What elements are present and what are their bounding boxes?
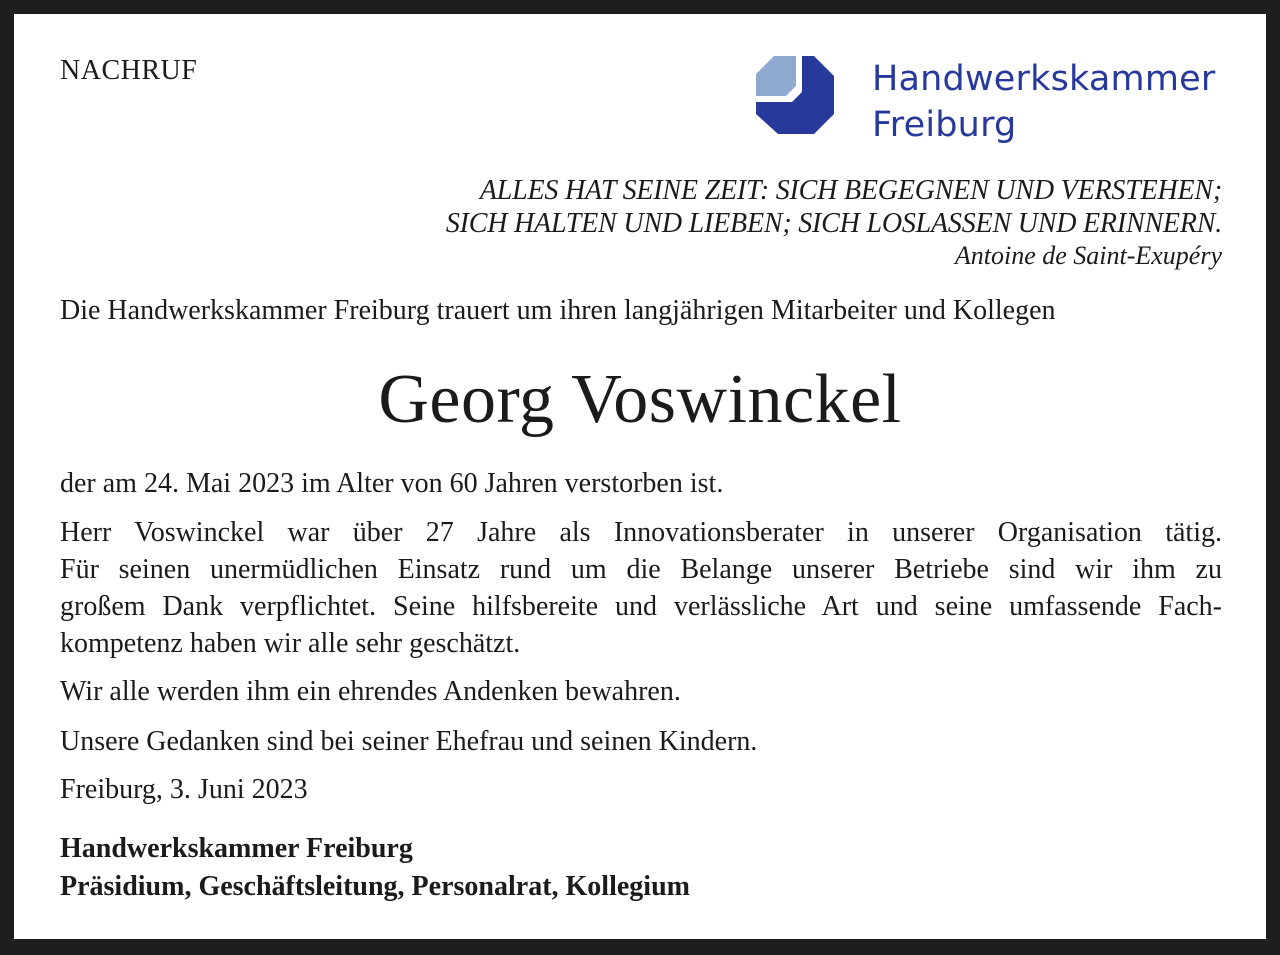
chamber-logo-wordmark bbox=[872, 56, 1215, 148]
quote-block bbox=[446, 174, 1222, 271]
intro-text: Die Handwerkskammer Freiburg trauert um ihren langjährigen Mitarbeiter und Kollegen bbox=[60, 295, 1056, 326]
tribute-paragraph bbox=[60, 514, 1222, 662]
chamber-logo bbox=[756, 56, 1226, 146]
tribute-line: großem Dank verpflichtet. Seine hilfsbereite und verlässliche Art und seine umfassende Fach- bbox=[60, 591, 1222, 622]
logo-line-2: Freiburg bbox=[872, 105, 1017, 145]
thoughts-text: Unsere Gedanken sind bei seiner Ehefrau und seinen Kindern. bbox=[60, 726, 758, 757]
quote-line-2: SICH HALTEN UND LIEBEN; SICH LOSLASSEN UND ERINNERN. bbox=[445, 208, 1222, 239]
quote-author: Antoine de Saint-Exupéry bbox=[954, 241, 1222, 270]
deceased-name: Georg Voswinckel bbox=[378, 361, 902, 438]
tribute-line: kompetenz haben wir alle sehr geschätzt. bbox=[60, 628, 521, 659]
signature-org: Handwerkskammer Freiburg bbox=[60, 833, 413, 864]
place-date: Freiburg, 3. Juni 2023 bbox=[60, 774, 308, 805]
tribute-line: Für seinen unermüdlichen Einsatz rund um die Belange unserer Betriebe sind wir ihm zu bbox=[60, 554, 1222, 585]
signature-block bbox=[60, 830, 690, 906]
tribute-line: Herr Voswinckel war über 27 Jahre als Innovationsberater in unserer Organisation tätig. bbox=[60, 517, 1222, 548]
memory-text: Wir alle werden ihm ein ehrendes Andenken bewahren. bbox=[60, 676, 681, 707]
quote-line-1: ALLES HAT SEINE ZEIT: SICH BEGEGNEN UND VERSTEHEN; bbox=[479, 175, 1222, 206]
signature-groups: Präsidium, Geschäftsleitung, Personalrat, Kollegium bbox=[60, 871, 690, 902]
death-details: der am 24. Mai 2023 im Alter von 60 Jahren verstorben ist. bbox=[60, 468, 724, 499]
chamber-logo-icon bbox=[756, 56, 834, 134]
logo-line-1: Handwerkskammer bbox=[872, 59, 1216, 99]
notice-type-label: NACHRUF bbox=[60, 55, 198, 86]
